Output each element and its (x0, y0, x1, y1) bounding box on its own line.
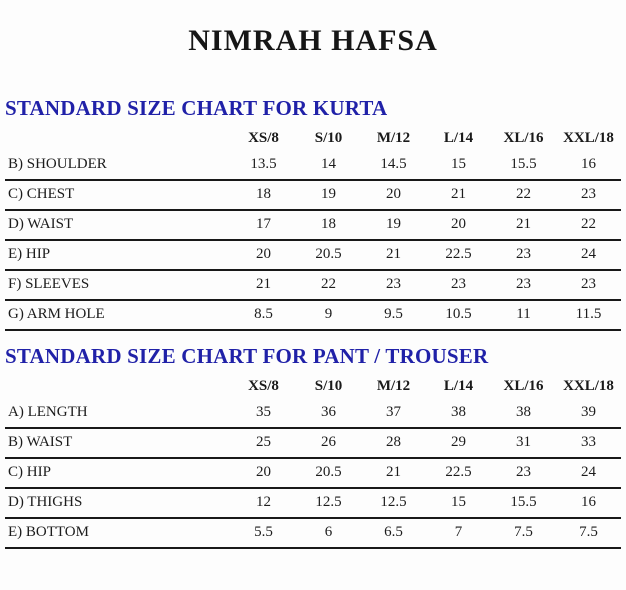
cell-value: 31 (491, 428, 556, 458)
row-label-waist: D) WAIST (5, 210, 231, 240)
kurta-size-header-l: L/14 (443, 130, 474, 146)
table-row (5, 428, 621, 458)
row-label-arm-hole: G) ARM HOLE (5, 300, 231, 330)
pant-header-row (5, 375, 621, 399)
row-label-pant-hip: C) HIP (5, 458, 231, 488)
kurta-size-header-s: S/10 (314, 130, 343, 146)
cell-value: 16 (556, 488, 621, 518)
cell-value: 6.5 (361, 518, 426, 548)
table-row (5, 270, 621, 300)
table-row (5, 518, 621, 548)
cell-value: 37 (361, 399, 426, 428)
cell-value: 21 (426, 180, 491, 210)
cell-value: 5.5 (231, 518, 296, 548)
size-chart-document (0, 24, 626, 549)
row-label-pant-waist: B) WAIST (5, 428, 231, 458)
table-row (5, 180, 621, 210)
row-label-bottom: E) BOTTOM (5, 518, 231, 548)
cell-value: 20.5 (296, 458, 361, 488)
cell-value: 23 (491, 240, 556, 270)
cell-value: 18 (296, 210, 361, 240)
cell-value: 26 (296, 428, 361, 458)
cell-value: 8.5 (231, 300, 296, 330)
cell-value: 12.5 (296, 488, 361, 518)
cell-value: 15 (426, 488, 491, 518)
cell-value: 35 (231, 399, 296, 428)
cell-value: 20 (361, 180, 426, 210)
cell-value: 20 (426, 210, 491, 240)
cell-value: 22.5 (426, 458, 491, 488)
cell-value: 24 (556, 458, 621, 488)
cell-value: 24 (556, 240, 621, 270)
cell-value: 38 (491, 399, 556, 428)
pant-corner-cell (5, 375, 231, 399)
pant-size-header-xs: XS/8 (248, 378, 279, 394)
cell-value: 22.5 (426, 240, 491, 270)
cell-value: 9 (296, 300, 361, 330)
row-label-hip: E) HIP (5, 240, 231, 270)
cell-value: 15.5 (491, 488, 556, 518)
cell-value: 21 (491, 210, 556, 240)
pant-size-table (5, 375, 621, 549)
row-label-shoulder: B) SHOULDER (5, 151, 231, 180)
cell-value: 33 (556, 428, 621, 458)
cell-value: 23 (491, 270, 556, 300)
cell-value: 19 (361, 210, 426, 240)
cell-value: 12 (231, 488, 296, 518)
row-label-length: A) LENGTH (5, 399, 231, 428)
cell-value: 15 (426, 151, 491, 180)
cell-value: 28 (361, 428, 426, 458)
cell-value: 20 (231, 458, 296, 488)
pant-size-header-m: M/12 (376, 378, 411, 394)
cell-value: 15.5 (491, 151, 556, 180)
cell-value: 16 (556, 151, 621, 180)
cell-value: 22 (556, 210, 621, 240)
cell-value: 14 (296, 151, 361, 180)
cell-value: 36 (296, 399, 361, 428)
cell-value: 39 (556, 399, 621, 428)
brand-title: NIMRAH HAFSA (188, 24, 438, 57)
cell-value: 23 (361, 270, 426, 300)
cell-value: 11.5 (556, 300, 621, 330)
table-row (5, 399, 621, 428)
cell-value: 17 (231, 210, 296, 240)
pant-size-header-xxl: XXL/18 (563, 378, 614, 394)
kurta-size-header-xxl: XXL/18 (563, 130, 614, 146)
cell-value: 25 (231, 428, 296, 458)
cell-value: 23 (556, 180, 621, 210)
kurta-section-heading: STANDARD SIZE CHART FOR KURTA (5, 96, 388, 120)
cell-value: 18 (231, 180, 296, 210)
kurta-corner-cell (5, 127, 231, 151)
table-row (5, 488, 621, 518)
table-row (5, 240, 621, 270)
cell-value: 23 (491, 458, 556, 488)
row-label-sleeves: F) SLEEVES (5, 270, 231, 300)
kurta-size-header-xl: XL/16 (503, 130, 544, 146)
pant-size-header-xl: XL/16 (503, 378, 544, 394)
cell-value: 29 (426, 428, 491, 458)
cell-value: 20.5 (296, 240, 361, 270)
kurta-header-row (5, 127, 621, 151)
pant-size-header-l: L/14 (443, 378, 474, 394)
pant-section-heading: STANDARD SIZE CHART FOR PANT / TROUSER (5, 344, 489, 368)
table-row (5, 210, 621, 240)
row-label-thighs: D) THIGHS (5, 488, 231, 518)
cell-value: 10.5 (426, 300, 491, 330)
cell-value: 22 (491, 180, 556, 210)
cell-value: 23 (556, 270, 621, 300)
cell-value: 11 (491, 300, 556, 330)
kurta-size-table (5, 127, 621, 331)
cell-value: 7.5 (491, 518, 556, 548)
cell-value: 12.5 (361, 488, 426, 518)
cell-value: 21 (361, 458, 426, 488)
cell-value: 22 (296, 270, 361, 300)
kurta-size-header-xs: XS/8 (248, 130, 279, 146)
cell-value: 7.5 (556, 518, 621, 548)
cell-value: 21 (231, 270, 296, 300)
cell-value: 21 (361, 240, 426, 270)
cell-value: 7 (426, 518, 491, 548)
kurta-size-header-m: M/12 (376, 130, 411, 146)
cell-value: 14.5 (361, 151, 426, 180)
table-row (5, 151, 621, 180)
cell-value: 13.5 (231, 151, 296, 180)
cell-value: 20 (231, 240, 296, 270)
cell-value: 9.5 (361, 300, 426, 330)
cell-value: 19 (296, 180, 361, 210)
pant-size-header-s: S/10 (314, 378, 343, 394)
table-row (5, 300, 621, 330)
cell-value: 6 (296, 518, 361, 548)
row-label-chest: C) CHEST (5, 180, 231, 210)
cell-value: 23 (426, 270, 491, 300)
table-row (5, 458, 621, 488)
cell-value: 38 (426, 399, 491, 428)
